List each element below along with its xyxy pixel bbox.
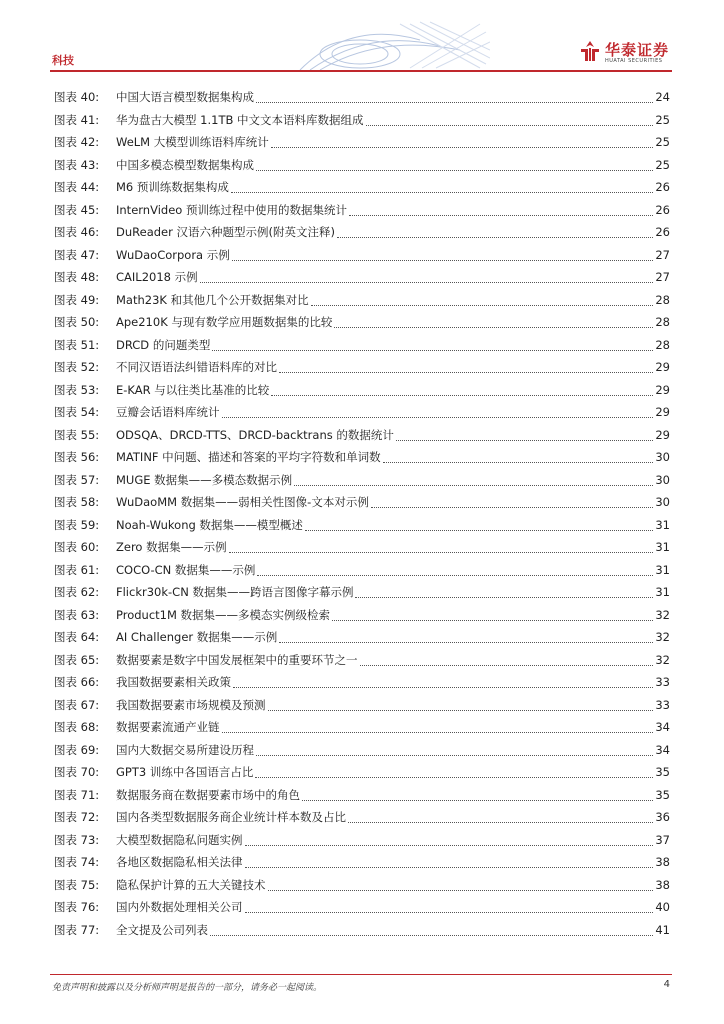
toc-figure-title[interactable]: 国内外数据处理相关公司 — [116, 900, 243, 914]
toc-page-number[interactable]: 40 — [655, 900, 670, 914]
toc-dot-leader — [222, 416, 654, 418]
toc-figure-title[interactable]: ODSQA、DRCD-TTS、DRCD-backtrans 的数据统计 — [116, 427, 394, 442]
toc-dot-leader — [268, 709, 654, 711]
toc-figure-title[interactable]: AI Challenger 数据集——示例 — [116, 630, 278, 644]
toc-row[interactable] — [54, 379, 670, 402]
toc-figure-label: 图表 58: — [54, 495, 100, 509]
toc-row[interactable] — [54, 424, 670, 447]
toc-page-number[interactable]: 29 — [655, 360, 670, 374]
toc-page-number[interactable]: 29 — [655, 382, 670, 397]
toc-dot-leader — [271, 146, 654, 148]
toc-dot-leader — [256, 754, 653, 756]
toc-page-number[interactable]: 35 — [655, 787, 670, 802]
toc-figure-label: 图表 77: — [54, 922, 100, 937]
footer-disclaimer: 免责声明和披露以及分析师声明是报告的一部分，请务必一起阅读。 — [52, 983, 323, 993]
toc-page-number[interactable]: 31 — [655, 517, 670, 532]
toc-page-number[interactable]: 38 — [655, 855, 670, 869]
toc-page-number[interactable]: 32 — [655, 630, 670, 644]
toc-figure-title[interactable]: Math23K 和其他几个公开数据集对比 — [116, 292, 309, 307]
toc-row[interactable] — [54, 356, 670, 379]
toc-figure-label: 图表 53: — [54, 382, 100, 397]
huatai-logo-icon — [579, 40, 601, 62]
toc-row[interactable] — [54, 761, 670, 784]
toc-dot-leader — [233, 686, 653, 688]
toc-figure-title[interactable]: E-KAR 与以往类比基准的比较 — [116, 382, 270, 397]
toc-page-number[interactable]: 30 — [655, 450, 670, 464]
toc-page-number[interactable]: 36 — [655, 810, 670, 824]
toc-row[interactable] — [54, 604, 670, 627]
toc-row[interactable] — [54, 536, 670, 559]
toc-page-number[interactable]: 27 — [655, 270, 670, 284]
toc-figure-label: 图表 63: — [54, 607, 100, 622]
toc-row[interactable] — [54, 694, 670, 717]
header-divider — [50, 70, 672, 72]
toc-dot-leader — [268, 889, 654, 891]
toc-dot-leader — [366, 124, 654, 126]
toc-row[interactable] — [54, 806, 670, 829]
toc-figure-title[interactable]: WuDaoMM 数据集——弱相关性图像-文本对示例 — [116, 495, 369, 509]
toc-row[interactable] — [54, 716, 670, 739]
toc-figure-label: 图表 56: — [54, 450, 100, 464]
toc-page-number[interactable]: 24 — [655, 90, 670, 104]
toc-dot-leader — [294, 484, 653, 486]
toc-figure-label: 图表 74: — [54, 855, 100, 869]
toc-figure-title[interactable]: MUGE 数据集——多模态数据示例 — [116, 472, 293, 487]
toc-figure-title[interactable]: GPT3 训练中各国语言占比 — [116, 765, 254, 779]
toc-figure-title[interactable]: COCO-CN 数据集——示例 — [116, 562, 256, 577]
toc-figure-label: 图表 68: — [54, 720, 100, 734]
toc-figure-title[interactable]: 我国数据要素相关政策 — [116, 675, 231, 689]
toc-row[interactable] — [54, 626, 670, 649]
toc-dot-leader — [231, 191, 653, 193]
toc-figure-label: 图表 69: — [54, 742, 100, 757]
toc-row[interactable] — [54, 334, 670, 357]
toc-page-number[interactable]: 28 — [655, 337, 670, 352]
toc-figure-label: 图表 73: — [54, 832, 100, 847]
toc-row[interactable] — [54, 896, 670, 919]
toc-row[interactable] — [54, 446, 670, 469]
toc-dot-leader — [212, 349, 653, 351]
toc-page-number[interactable]: 33 — [655, 675, 670, 689]
toc-figure-label: 图表 59: — [54, 517, 100, 532]
toc-figure-title[interactable]: 全文提及公司列表 — [116, 922, 208, 937]
toc-figure-label: 图表 62: — [54, 585, 100, 599]
toc-dot-leader — [355, 596, 653, 598]
toc-figure-title[interactable]: InternVideo 预训练过程中使用的数据集统计 — [116, 202, 347, 217]
toc-figure-title[interactable]: DRCD 的问题类型 — [116, 337, 211, 352]
toc-dot-leader — [279, 371, 653, 373]
toc-page-number[interactable]: 26 — [655, 180, 670, 194]
toc-row[interactable] — [54, 671, 670, 694]
toc-figure-label: 图表 42: — [54, 135, 100, 149]
toc-figure-title[interactable]: CAIL2018 示例 — [116, 270, 198, 284]
toc-figure-title[interactable]: 中国多模态模型数据集构成 — [116, 157, 254, 172]
toc-row[interactable] — [54, 739, 670, 762]
toc-dot-leader — [349, 214, 653, 216]
toc-dot-leader — [229, 551, 654, 553]
toc-row[interactable] — [54, 199, 670, 222]
toc-row[interactable] — [54, 559, 670, 582]
toc-page-number[interactable]: 31 — [655, 562, 670, 577]
toc-row[interactable] — [54, 491, 670, 514]
toc-row[interactable] — [54, 581, 670, 604]
toc-row[interactable] — [54, 311, 670, 334]
toc-figure-title[interactable]: 数据服务商在数据要素市场中的角色 — [116, 787, 300, 802]
toc-dot-leader — [371, 506, 654, 508]
toc-figure-label: 图表 51: — [54, 337, 100, 352]
toc-dot-leader — [305, 529, 653, 531]
toc-dot-leader — [348, 821, 653, 823]
figure-list — [54, 86, 670, 941]
toc-figure-label: 图表 65: — [54, 652, 100, 667]
toc-page-number[interactable]: 41 — [655, 922, 670, 937]
toc-page-number[interactable]: 25 — [655, 112, 670, 127]
toc-figure-label: 图表 66: — [54, 675, 100, 689]
toc-dot-leader — [302, 799, 653, 801]
page-number: 4 — [663, 979, 670, 990]
toc-dot-leader — [279, 641, 653, 643]
toc-figure-label: 图表 40: — [54, 90, 100, 104]
toc-figure-label: 图表 41: — [54, 112, 100, 127]
toc-page-number[interactable]: 31 — [655, 540, 670, 554]
toc-row[interactable] — [54, 851, 670, 874]
toc-figure-title[interactable]: 国内各类型数据服务商企业统计样本数及占比 — [116, 810, 346, 824]
logo-english-name: HUATAI SECURITIES — [605, 58, 663, 64]
toc-figure-label: 图表 55: — [54, 427, 100, 442]
toc-dot-leader — [256, 101, 653, 103]
toc-figure-label: 图表 46: — [54, 225, 100, 239]
toc-dot-leader — [257, 574, 653, 576]
toc-row[interactable] — [54, 266, 670, 289]
header-decoration-graphic — [290, 20, 490, 72]
toc-figure-title[interactable]: 数据要素是数字中国发展框架中的重要环节之一 — [116, 652, 358, 667]
toc-row[interactable] — [54, 86, 670, 109]
toc-figure-title[interactable]: 不同汉语语法纠错语料库的对比 — [116, 360, 277, 374]
toc-dot-leader — [383, 461, 654, 463]
toc-page-number[interactable]: 35 — [655, 765, 670, 779]
toc-figure-title[interactable]: MATINF 中问题、描述和答案的平均字符数和单词数 — [116, 450, 381, 464]
footer-divider — [50, 974, 672, 975]
toc-row[interactable] — [54, 131, 670, 154]
toc-dot-leader — [245, 844, 654, 846]
toc-row[interactable] — [54, 649, 670, 672]
toc-row[interactable] — [54, 784, 670, 807]
toc-figure-title[interactable]: Product1M 数据集——多模态实例级检索 — [116, 607, 331, 622]
toc-figure-title[interactable]: Noah-Wukong 数据集——模型概述 — [116, 517, 303, 532]
toc-figure-title[interactable]: 大模型数据隐私问题实例 — [116, 832, 243, 847]
section-label: 科技 — [52, 54, 74, 67]
toc-figure-label: 图表 64: — [54, 630, 100, 644]
toc-figure-title[interactable]: 中国大语言模型数据集构成 — [116, 90, 254, 104]
toc-row[interactable] — [54, 514, 670, 537]
toc-figure-title[interactable]: Ape210K 与现有数学应用题数据集的比较 — [116, 315, 333, 329]
toc-figure-label: 图表 54: — [54, 405, 100, 419]
company-logo — [579, 38, 679, 68]
toc-page-number[interactable]: 25 — [655, 135, 670, 149]
toc-dot-leader — [334, 326, 653, 328]
toc-figure-label: 图表 75: — [54, 877, 100, 892]
page-header — [0, 0, 724, 80]
toc-figure-label: 图表 49: — [54, 292, 100, 307]
toc-row[interactable] — [54, 176, 670, 199]
toc-row[interactable] — [54, 874, 670, 897]
toc-row[interactable] — [54, 289, 670, 312]
toc-page-number[interactable]: 26 — [655, 202, 670, 217]
toc-figure-title[interactable]: 隐私保护计算的五大关键技术 — [116, 877, 266, 892]
toc-figure-label: 图表 61: — [54, 562, 100, 577]
toc-page-number[interactable]: 26 — [655, 225, 670, 239]
toc-row[interactable] — [54, 401, 670, 424]
toc-dot-leader — [256, 169, 653, 171]
toc-page-number[interactable]: 38 — [655, 877, 670, 892]
toc-figure-title[interactable]: Flickr30k-CN 数据集——跨语言图像字幕示例 — [116, 585, 354, 599]
toc-page-number[interactable]: 29 — [655, 427, 670, 442]
toc-figure-label: 图表 47: — [54, 247, 100, 262]
toc-figure-label: 图表 71: — [54, 787, 100, 802]
toc-figure-title[interactable]: 数据要素流通产业链 — [116, 720, 220, 734]
toc-dot-leader — [360, 664, 654, 666]
toc-page-number[interactable]: 30 — [655, 495, 670, 509]
toc-dot-leader — [222, 731, 654, 733]
toc-row[interactable] — [54, 244, 670, 267]
toc-figure-label: 图表 50: — [54, 315, 100, 329]
toc-figure-title[interactable]: 我国数据要素市场规模及预测 — [116, 697, 266, 712]
toc-page-number[interactable]: 34 — [655, 720, 670, 734]
toc-dot-leader — [245, 911, 654, 913]
toc-dot-leader — [332, 619, 653, 621]
toc-page-number[interactable]: 30 — [655, 472, 670, 487]
toc-page-number[interactable]: 32 — [655, 652, 670, 667]
toc-page-number[interactable]: 28 — [655, 315, 670, 329]
toc-page-number[interactable]: 28 — [655, 292, 670, 307]
toc-row[interactable] — [54, 221, 670, 244]
toc-figure-title[interactable]: 华为盘古大模型 1.1TB 中文文本语料库数据组成 — [116, 112, 364, 127]
toc-dot-leader — [200, 281, 654, 283]
toc-figure-label: 图表 72: — [54, 810, 100, 824]
toc-dot-leader — [232, 259, 654, 261]
toc-page-number[interactable]: 33 — [655, 697, 670, 712]
toc-row[interactable] — [54, 109, 670, 132]
toc-row[interactable] — [54, 829, 670, 852]
toc-figure-label: 图表 70: — [54, 765, 100, 779]
toc-figure-title[interactable]: 国内大数据交易所建设历程 — [116, 742, 254, 757]
toc-dot-leader — [396, 439, 653, 441]
logo-chinese-name: 华泰证券 — [605, 41, 670, 59]
toc-figure-title[interactable]: Zero 数据集——示例 — [116, 540, 227, 554]
toc-figure-title[interactable]: 各地区数据隐私相关法律 — [116, 855, 243, 869]
toc-dot-leader — [255, 776, 653, 778]
toc-row[interactable] — [54, 154, 670, 177]
toc-figure-label: 图表 44: — [54, 180, 100, 194]
toc-page-number[interactable]: 37 — [655, 832, 670, 847]
toc-figure-label: 图表 60: — [54, 540, 100, 554]
toc-figure-title[interactable]: WuDaoCorpora 示例 — [116, 247, 230, 262]
toc-dot-leader — [311, 304, 654, 306]
toc-row[interactable] — [54, 469, 670, 492]
toc-figure-title[interactable]: WeLM 大模型训练语料库统计 — [116, 135, 269, 149]
toc-figure-label: 图表 57: — [54, 472, 100, 487]
toc-figure-label: 图表 76: — [54, 900, 100, 914]
toc-figure-label: 图表 45: — [54, 202, 100, 217]
toc-figure-label: 图表 43: — [54, 157, 100, 172]
toc-page-number[interactable]: 29 — [655, 405, 670, 419]
toc-dot-leader — [245, 866, 654, 868]
toc-page-number[interactable]: 25 — [655, 157, 670, 172]
toc-page-number[interactable]: 31 — [655, 585, 670, 599]
toc-dot-leader — [271, 394, 653, 396]
toc-figure-title[interactable]: 豆瓣会话语料库统计 — [116, 405, 220, 419]
toc-figure-title[interactable]: DuReader 汉语六种题型示例(附英文注释) — [116, 225, 335, 239]
toc-figure-label: 图表 52: — [54, 360, 100, 374]
toc-dot-leader — [210, 934, 653, 936]
toc-figure-label: 图表 48: — [54, 270, 100, 284]
toc-page-number[interactable]: 34 — [655, 742, 670, 757]
toc-page-number[interactable]: 27 — [655, 247, 670, 262]
toc-figure-label: 图表 67: — [54, 697, 100, 712]
toc-figure-title[interactable]: M6 预训练数据集构成 — [116, 180, 229, 194]
toc-row[interactable] — [54, 919, 670, 942]
toc-page-number[interactable]: 32 — [655, 607, 670, 622]
toc-dot-leader — [337, 236, 653, 238]
